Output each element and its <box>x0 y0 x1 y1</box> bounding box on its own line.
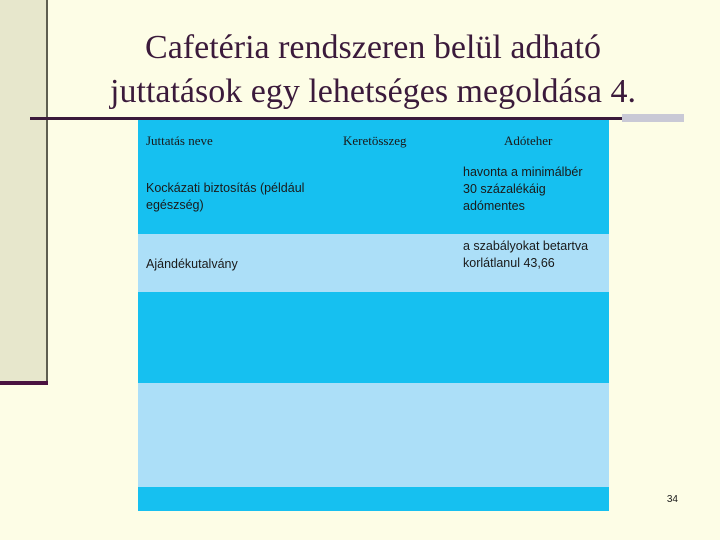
title-underline-accent <box>622 114 684 122</box>
header-tax: Adóteher <box>504 133 553 148</box>
table-row-empty <box>138 383 609 487</box>
slide-title-line-1: Cafetéria rendszeren belül adható <box>145 29 601 66</box>
table-row <box>138 166 609 234</box>
slide-title-line-2: juttatások egy lehetséges megoldása 4. <box>110 73 636 110</box>
header-name: Juttatás neve <box>146 133 213 148</box>
left-decorative-band <box>0 0 48 383</box>
page-number: 34 <box>666 494 678 505</box>
table-header-row <box>138 120 609 166</box>
row-1-tax: havonta a minimálbér 30 százalékáig adómentes <box>463 165 583 213</box>
benefits-table <box>138 120 609 511</box>
row-2-name: Ajándékutalvány <box>146 257 238 271</box>
row-1-name: Kockázati biztosítás (például egészség) <box>146 181 305 212</box>
table-row-empty <box>138 487 609 511</box>
header-amount: Keretösszeg <box>343 133 407 148</box>
table-row-empty <box>138 292 609 383</box>
row-2-tax: a szabályokat betartva korlátlanul 43,66 <box>463 239 589 270</box>
left-accent-bar <box>0 381 48 385</box>
table-row <box>138 234 609 292</box>
slide-title <box>48 26 698 114</box>
